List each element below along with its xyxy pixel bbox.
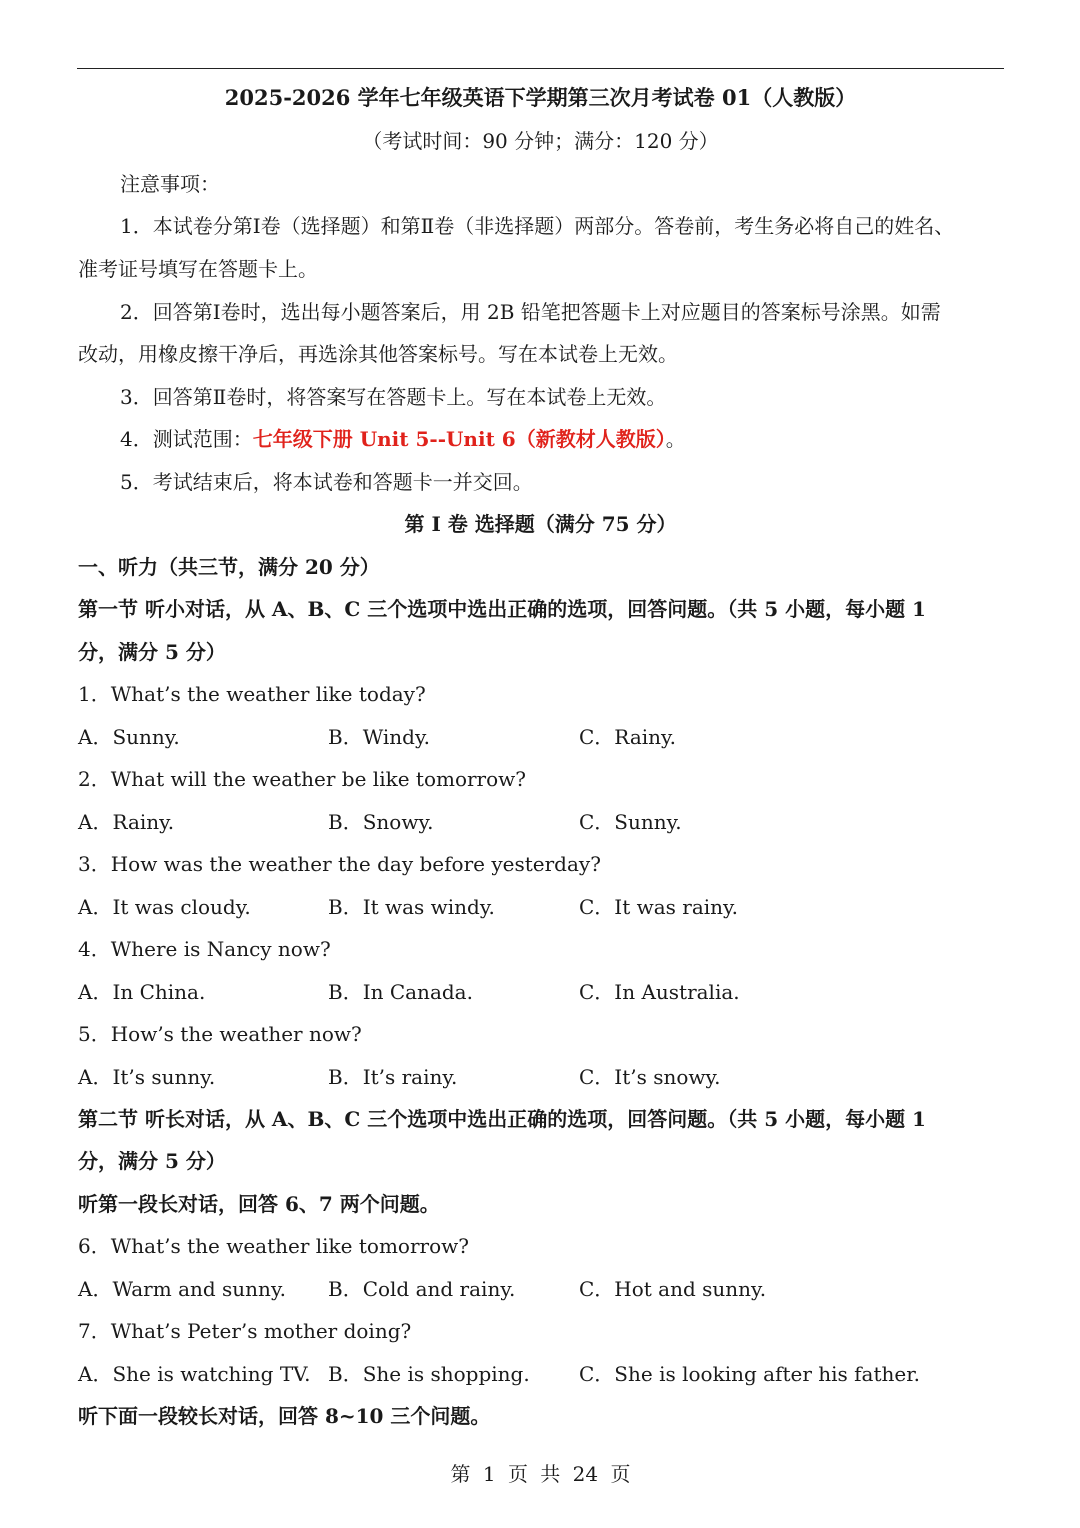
test-scope: 七年级下册 Unit 5--Unit 6（新教材人教版）	[252, 427, 666, 451]
question-3-option-c: C．It was rainy.	[579, 895, 739, 919]
question-1-option-c: C．Rainy.	[579, 725, 677, 749]
listening-heading: 一、听力（共三节，满分 20 分）	[78, 555, 380, 579]
question-4-option-a: A．In China.	[78, 980, 206, 1004]
notice-item-2-line-2: 改动，用橡皮擦干净后，再选涂其他答案标号。写在本试卷上无效。	[78, 342, 678, 366]
part1-heading: 第 I 卷 选择题（满分 75 分）	[404, 512, 677, 536]
question-7-option-a: A．She is watching TV.	[78, 1362, 311, 1386]
question-5-option-a: A．It’s sunny.	[78, 1065, 216, 1089]
notice-item-4-suffix: 。	[665, 427, 686, 451]
question-2-option-b: B．Snowy.	[328, 810, 434, 834]
question-7: 7．What’s Peter’s mother doing?	[78, 1319, 412, 1343]
notice-item-3: 3．回答第Ⅱ卷时，将答案写在答题卡上。写在本试卷上无效。	[120, 385, 667, 409]
question-6: 6．What’s the weather like tomorrow?	[78, 1234, 469, 1258]
question-7-option-c: C．She is looking after his father.	[579, 1362, 920, 1386]
header-rule	[77, 68, 1004, 69]
question-4-option-b: B．In Canada.	[328, 980, 473, 1004]
question-7-option-b: B．She is shopping.	[328, 1362, 530, 1386]
notice-item-4-prefix: 4．测试范围：	[120, 427, 253, 451]
question-3-option-b: B．It was windy.	[328, 895, 495, 919]
page-number: 第 1 页 共 24 页	[450, 1462, 631, 1486]
question-2: 2．What will the weather be like tomorrow?	[78, 767, 526, 791]
question-5-option-c: C．It’s snowy.	[579, 1065, 721, 1089]
question-1: 1．What’s the weather like today?	[78, 682, 426, 706]
question-6-option-b: B．Cold and rainy.	[328, 1277, 516, 1301]
notice-item-5: 5．考试结束后，将本试卷和答题卡一并交回。	[120, 470, 533, 494]
question-6-option-c: C．Hot and sunny.	[579, 1277, 767, 1301]
dialog-1-intro: 听第一段长对话，回答 6、7 两个问题。	[78, 1192, 440, 1216]
section1-heading-line-1: 第一节 听小对话，从 A、B、C 三个选项中选出正确的选项，回答问题。（共 5 小题，每小题 1	[78, 597, 926, 621]
exam-subtitle: （考试时间：90 分钟；满分：120 分）	[362, 129, 719, 153]
question-3-option-a: A．It was cloudy.	[78, 895, 251, 919]
question-5-option-b: B．It’s rainy.	[328, 1065, 458, 1089]
question-1-option-a: A．Sunny.	[78, 725, 180, 749]
notice-item-2-line-1: 2．回答第Ⅰ卷时，选出每小题答案后，用 2B 铅笔把答题卡上对应题目的答案标号涂黑。如需	[120, 300, 941, 324]
question-2-option-a: A．Rainy.	[78, 810, 175, 834]
section2-heading-line-1: 第二节 听长对话，从 A、B、C 三个选项中选出正确的选项，回答问题。（共 5 小题，每小题 1	[78, 1107, 926, 1131]
notice-item-1-line-2: 准考证号填写在答题卡上。	[78, 257, 318, 281]
question-4: 4．Where is Nancy now?	[78, 937, 331, 961]
dialog-2-intro: 听下面一段较长对话，回答 8~10 三个问题。	[78, 1404, 491, 1428]
exam-title: 2025-2026 学年七年级英语下学期第三次月考试卷 01（人教版）	[224, 85, 857, 110]
notice-item-4	[120, 425, 686, 453]
notice-item-1-line-1: 1．本试卷分第Ⅰ卷（选择题）和第Ⅱ卷（非选择题）两部分。答卷前，考生务必将自己的姓名、	[120, 214, 955, 238]
section1-heading-line-2: 分，满分 5 分）	[78, 640, 226, 664]
question-5: 5．How’s the weather now?	[78, 1022, 362, 1046]
question-3: 3．How was the weather the day before yesterday?	[78, 852, 601, 876]
notice-heading: 注意事项：	[120, 172, 220, 196]
question-6-option-a: A．Warm and sunny.	[78, 1277, 286, 1301]
section2-heading-line-2: 分，满分 5 分）	[78, 1149, 226, 1173]
question-4-option-c: C．In Australia.	[579, 980, 740, 1004]
question-1-option-b: B．Windy.	[328, 725, 430, 749]
question-2-option-c: C．Sunny.	[579, 810, 682, 834]
